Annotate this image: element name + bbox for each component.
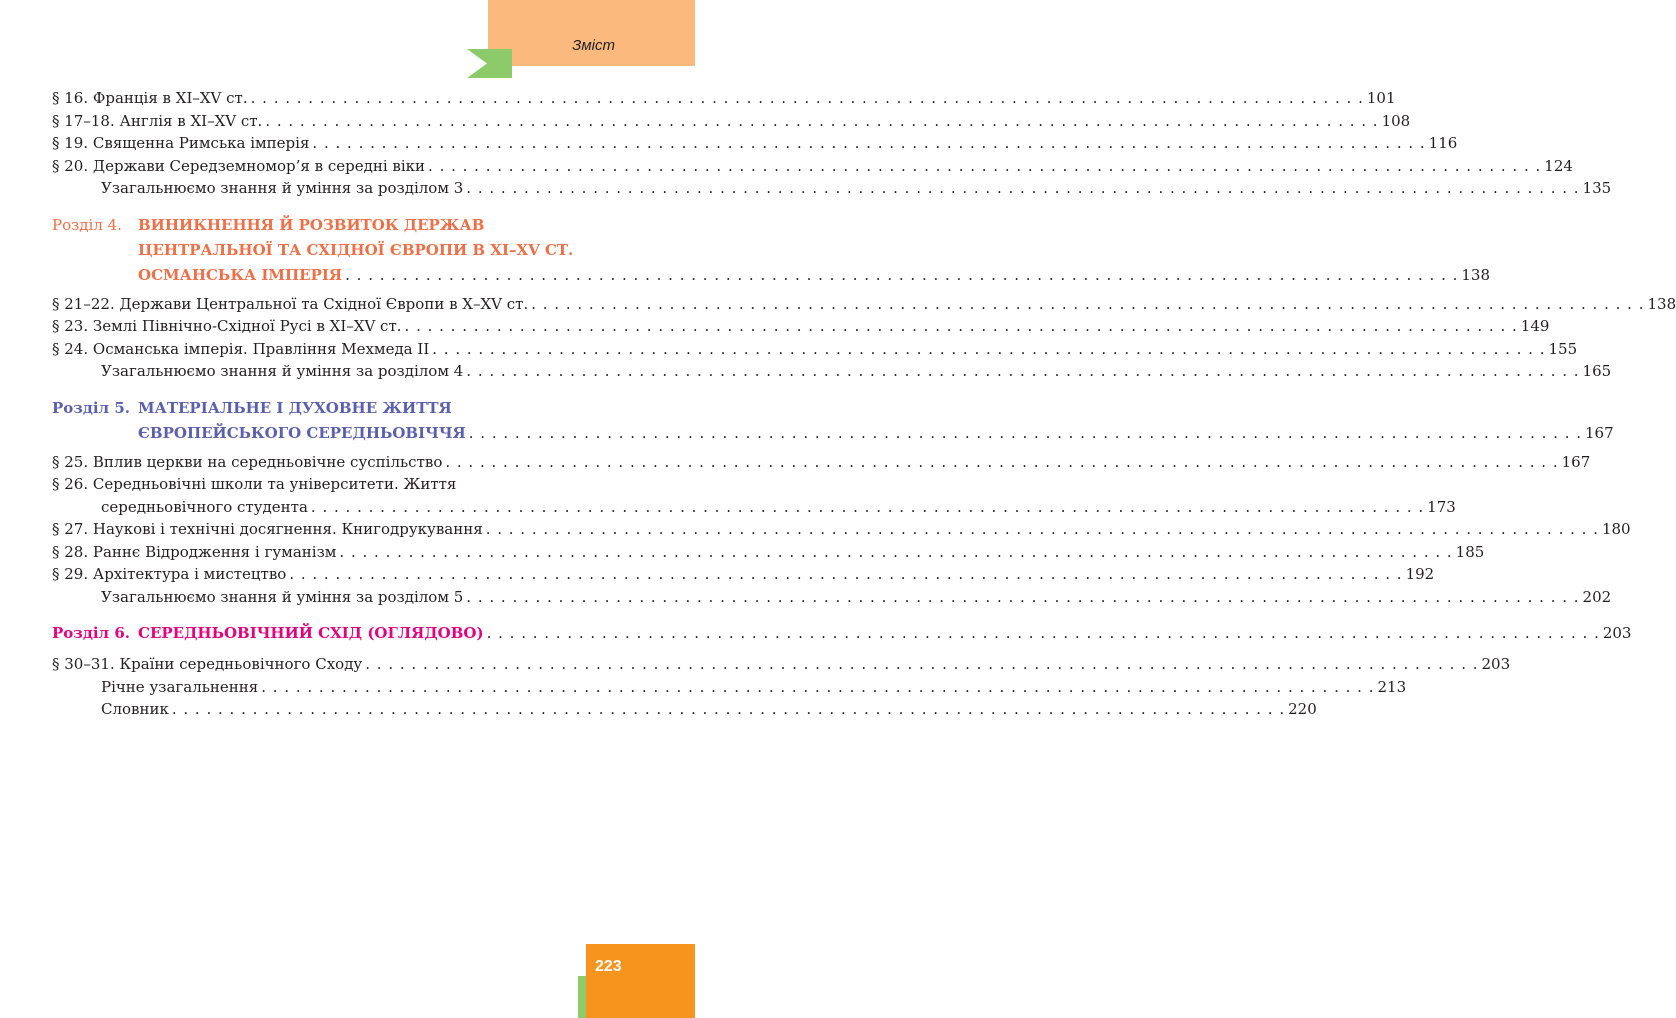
toc-row[interactable]: § 24. Османська імперія. Правління Мехмеда II . . . 155 [52,340,607,363]
toc-row-continuation[interactable]: середньовічного студента . . . 173 [52,498,607,521]
toc-row[interactable]: § 21–22. Держави Центральної та Східної Європи в X–XV ст. . . . 138 [52,295,607,318]
toc-row[interactable]: § 30–31. Країни середньовічного Сходу . . . 203 [52,655,607,678]
toc-row[interactable]: § 19. Священна Римська імперія . . . 116 [52,134,607,157]
toc-row[interactable]: § 23. Землі Північно-Східної Русі в XI–XV ст. . . . 149 [52,317,607,340]
page-number-box [586,944,695,1018]
toc-row[interactable]: Словник . . . 220 [52,700,607,723]
toc-summary-row[interactable]: Узагальнюємо знання й уміння за розділом 4 . . . 165 [52,362,607,385]
toc-row[interactable]: § 26. Середньовічні школи та університети. Життя [52,475,457,493]
toc-row[interactable]: § 28. Раннє Відродження і гуманізм . . . 185 [52,543,607,566]
toc-row[interactable]: Річне узагальнення . . . 213 [52,678,607,701]
toc-row[interactable]: § 25. Вплив церкви на середньовічне суспільство . . . 167 [52,453,607,476]
toc-summary-row[interactable]: Узагальнюємо знання й уміння за розділом 5 . . . 202 [52,588,607,611]
toc-row[interactable]: § 20. Держави Середземномор’я в середні віки . . . 124 [52,157,607,180]
toc-row[interactable]: § 17–18. Англія в XI–XV ст. . . . 108 [52,112,607,135]
toc-row[interactable]: § 16. Франція в XI–XV ст. . . . 101 [52,89,607,112]
header-title: Зміст [572,37,615,54]
table-of-contents [52,89,1676,723]
section-4-heading[interactable]: Розділ 4. ВИНИКНЕННЯ Й РОЗВИТОК ДЕРЖАВ ЦЕНТРАЛЬНОЇ ТА СХІДНОЇ ЄВРОПИ В XI–XV СТ. ОСМАНСЬКА ІМПЕРІЯ . . . 138 [52,216,607,291]
header-tab [488,0,695,66]
section-5-heading[interactable]: Розділ 5. МАТЕРІАЛЬНЕ І ДУХОВНЕ ЖИТТЯ ЄВРОПЕЙСЬКОГО СЕРЕДНЬОВІЧЧЯ . . . 167 [52,399,607,449]
toc-row[interactable]: § 29. Архітектура і мистецтво . . . 192 [52,565,607,588]
section-6-heading[interactable]: Розділ 6. СЕРЕДНЬОВІЧНИЙ СХІД (ОГЛЯДОВО) . . . 203 [52,624,607,649]
toc-row[interactable]: § 27. Наукові і технічні досягнення. Книгодрукування . . . 180 [52,520,607,543]
toc-summary-row[interactable]: Узагальнюємо знання й уміння за розділом 3 . . . 135 [52,179,607,202]
page-number: 223 [595,958,622,975]
header-ribbon [467,49,512,78]
